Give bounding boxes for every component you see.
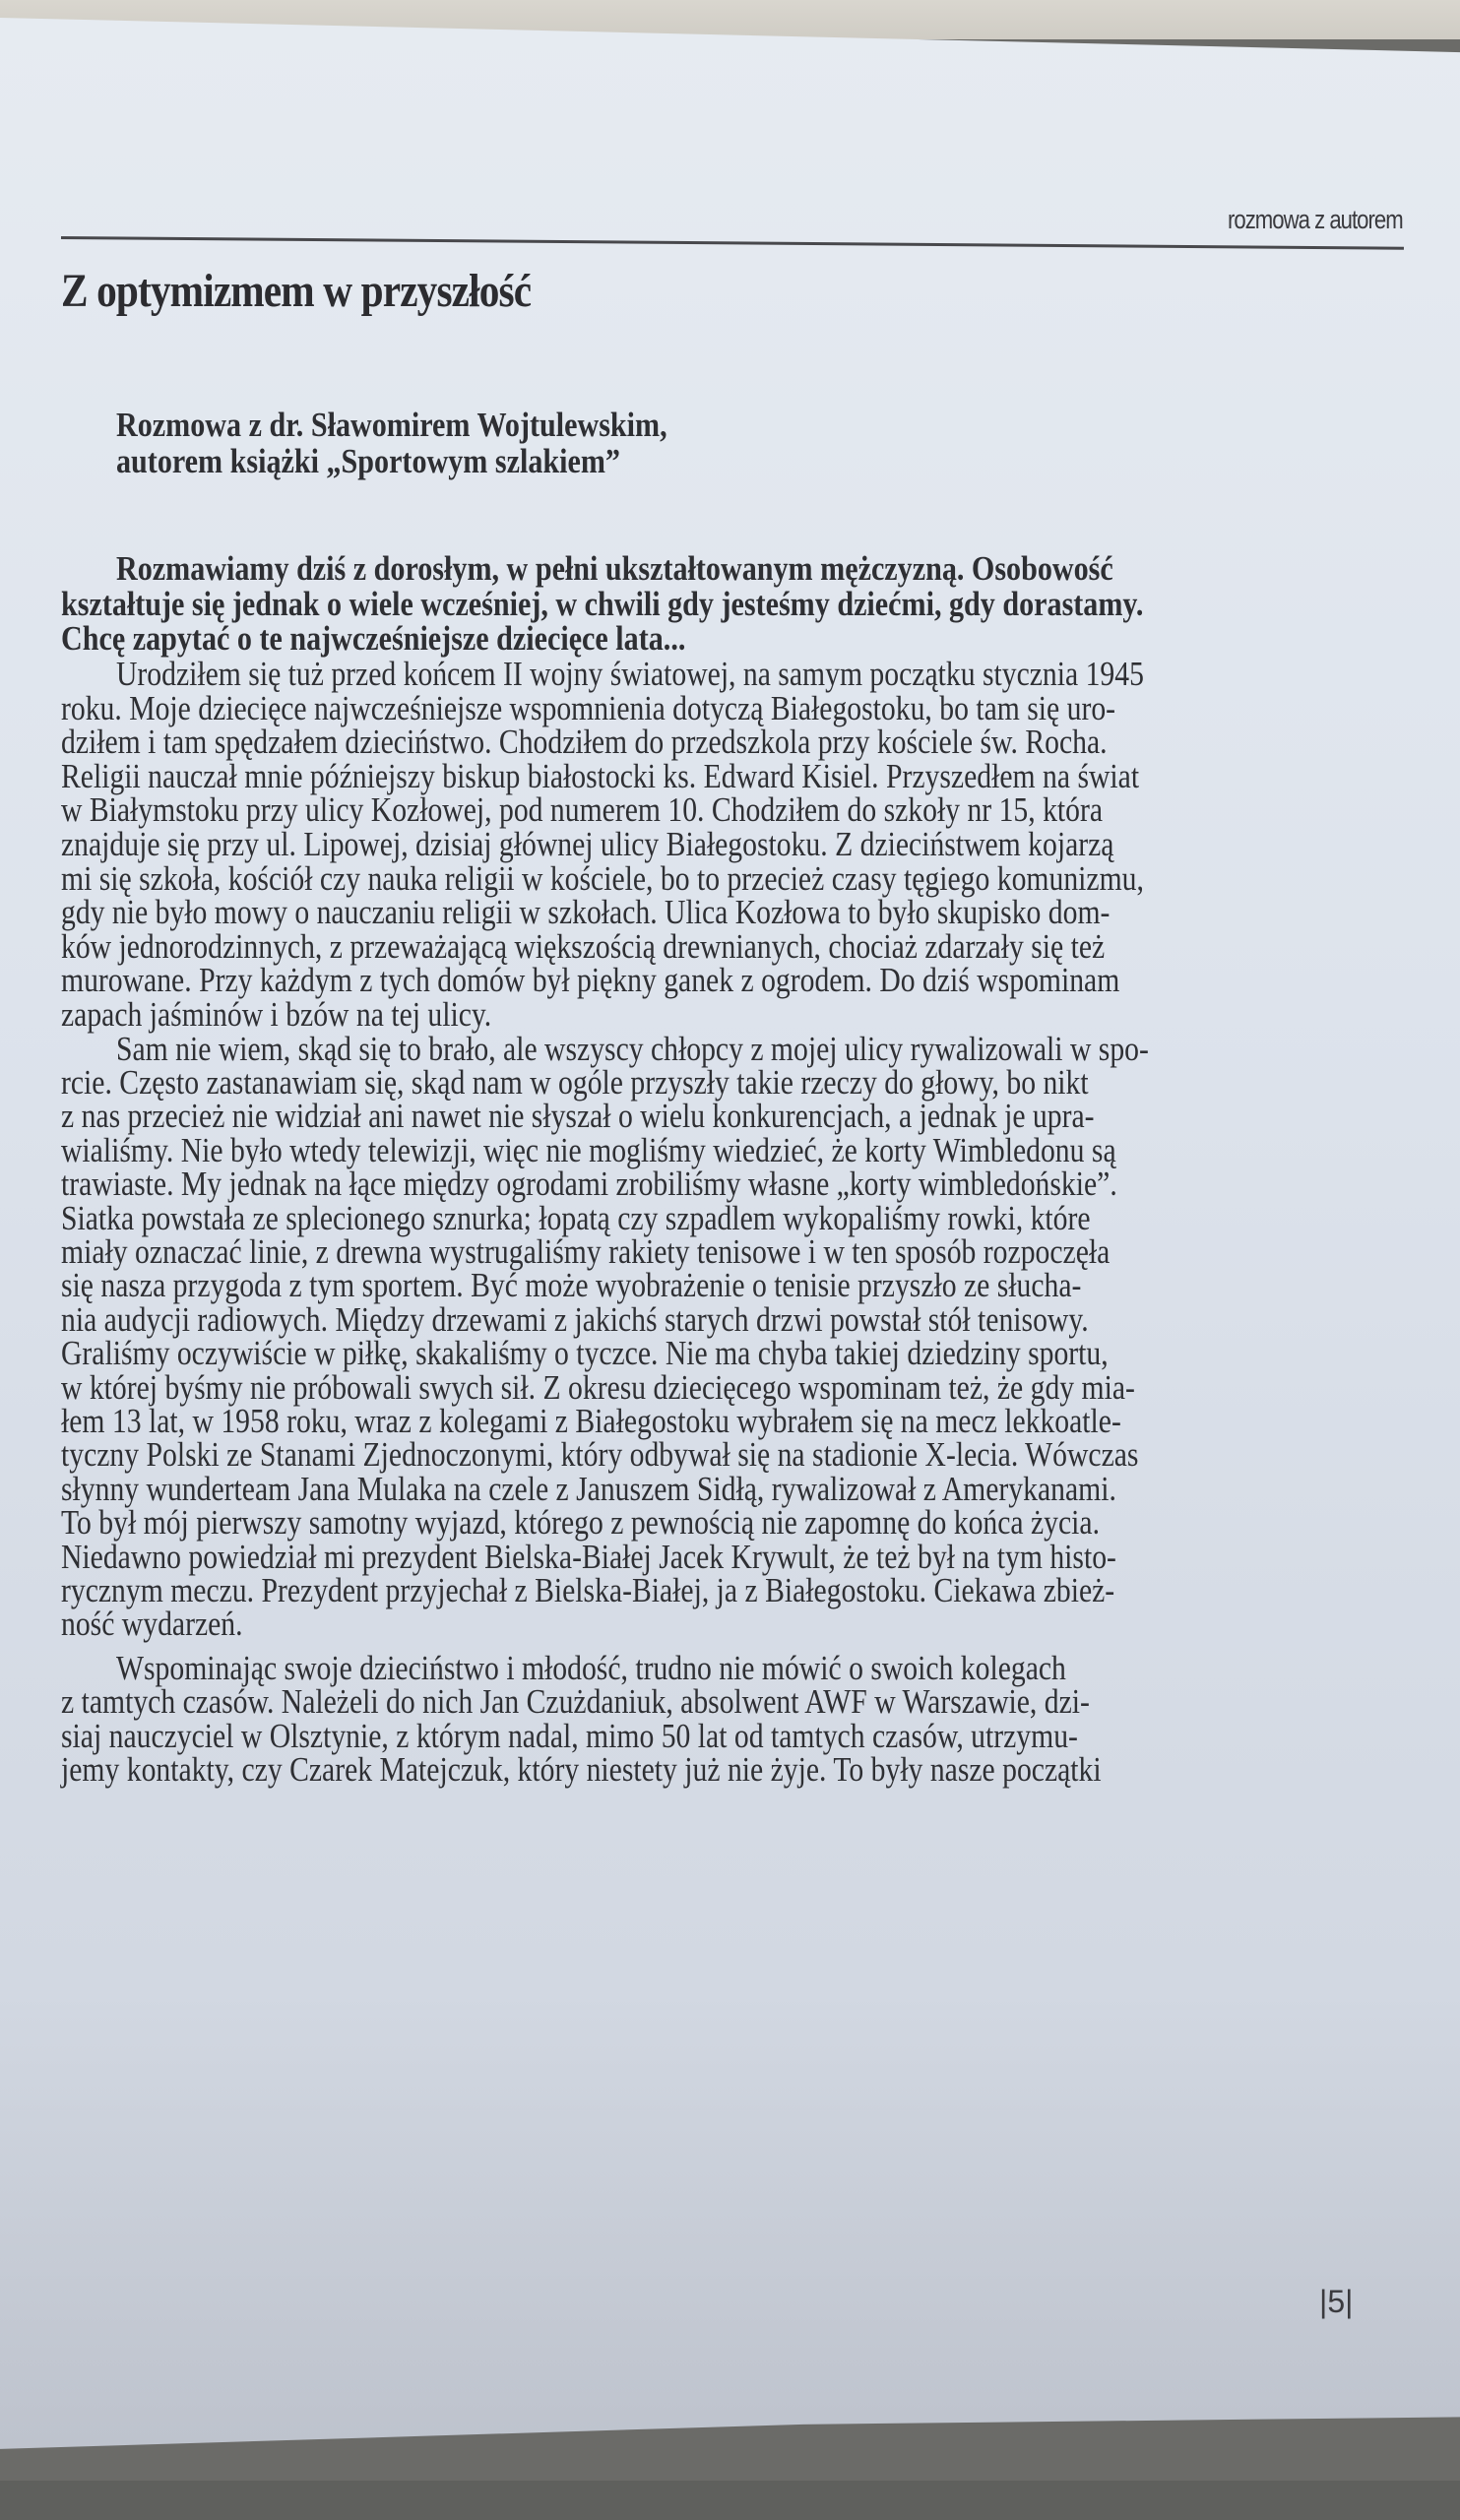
body-line: Religii nauczał mnie późniejszy biskup białostocki ks. Edward Kisiel. Przyszedłem na świat (61, 757, 1140, 795)
body-line: zapach jaśminów i bzów na tej ulicy. (61, 996, 492, 1034)
body-line: z nas przecież nie widział ani nawet nie słyszał o wielu konkurencjach, a jednak je upra- (61, 1098, 1095, 1136)
article-title: Z optymizmem w przyszłość (61, 265, 532, 317)
subtitle-line: autorem książki „Sportowym szlakiem” (116, 442, 620, 480)
body-line: znajduje się przy ul. Lipowej, dzisiaj głównej ulicy Białegostoku. Z dzieciństwem kojarzą (61, 826, 1114, 863)
subtitle-line: Rozmowa z dr. Sławomirem Wojtulewskim, (116, 406, 667, 444)
body-line: słynny wunderteam Jana Mulaka na czele z Januszem Sidłą, rywalizował z Amerykanami. (61, 1470, 1116, 1508)
body-line: w Białymstoku przy ulicy Kozłowej, pod numerem 10. Chodziłem do szkoły nr 15, która (61, 791, 1104, 830)
body-line: Siatka powstała ze splecionego sznurka; łopatą czy szpadlem wykopaliśmy rowki, które (61, 1199, 1091, 1237)
body-line: Niedawno powiedział mi prezydent Bielska-Białej Jacek Krywult, że też był na tym histo- (61, 1538, 1116, 1576)
body-line: rycznym meczu. Prezydent przyjechał z Bielska-Białej, ja z Białegostoku. Ciekawa zbież- (61, 1572, 1115, 1609)
body-line: gdy nie było mowy o nauczaniu religii w szkołach. Ulica Kozłowa to było skupisko dom- (61, 894, 1111, 932)
body-line: murowane. Przy każdym z tych domów był piękny ganek z ogrodem. Do dziś wspominam (61, 962, 1120, 1000)
body-line: roku. Moje dziecięce najwcześniejsze wspomnienia dotyczą Białegostoku, bo tam się uro- (61, 689, 1116, 727)
body-line: dziłem i tam spędzałem dzieciństwo. Chodziłem do przedszkola przy kościele św. Rocha. (61, 724, 1108, 762)
body-line: się nasza przygoda z tym sportem. Być może wyobrażenie o tenisie przyszło ze słucha- (61, 1267, 1082, 1305)
page-number: |5| (1319, 2284, 1354, 2319)
body-line: siaj nauczyciel w Olsztynie, z którym nadal, mimo 50 lat od tamtych czasów, utrzymu- (61, 1717, 1078, 1755)
body-line: nia audycji radiowych. Między drzewami z jakichś starych drzwi powstał stół tenisowy. (61, 1300, 1089, 1339)
body-line: ność wydarzeń. (61, 1606, 243, 1644)
body-line: wialiśmy. Nie było wtedy telewizji, więc nie mogliśmy wiedzieć, że korty Wimbledonu są (61, 1131, 1116, 1169)
body-line: Sam nie wiem, skąd się to brało, ale wszyscy chłopcy z mojej ulicy rywalizowali w spo- (116, 1030, 1149, 1068)
body-line: ków jednorodzinnych, z przeważającą większością drewnianych, chociaż zdarzały się też (61, 927, 1106, 966)
body-line: trawiaste. My jednak na łące między ogrodami zrobiliśmy własne „korty wimbledońskie”. (61, 1166, 1117, 1204)
body-line: jemy kontakty, czy Czarek Matejczuk, który niestety już nie żyje. To były nasze początki (61, 1751, 1102, 1789)
body-line: Graliśmy oczywiście w piłkę, skakaliśmy o tyczce. Nie ma chyba takiej dziedziny sportu, (61, 1335, 1109, 1373)
body-line: miały oznaczać linie, z drewna wystrugaliśmy rakiety tenisowe i w ten sposób rozpoczęła (61, 1233, 1111, 1271)
body-line: To był mój pierwszy samotny wyjazd, którego z pewnością nie zapomnę do końca życia. (61, 1504, 1101, 1543)
question-line: kształtuje się jednak o wiele wcześniej, w chwili gdy jesteśmy dziećmi, gdy dorastamy. (61, 585, 1144, 623)
question-line: Chcę zapytać o te najwcześniejsze dziecięce lata... (61, 619, 686, 658)
body-line: Wspominając swoje dzieciństwo i młodość, trudno nie mówić o swoich kolegach (116, 1649, 1066, 1687)
body-line: Urodziłem się tuż przed końcem II wojny światowej, na samym początku stycznia 1945 (116, 656, 1144, 693)
body-line: z tamtych czasów. Należeli do nich Jan Czużdaniuk, absolwent AWF w Warszawie, dzi- (61, 1683, 1090, 1722)
body-line: rcie. Często zastanawiam się, skąd nam w ogóle przyszły takie rzeczy do głowy, bo nikt (61, 1064, 1089, 1102)
body-line: tyczny Polski ze Stanami Zjednoczonymi, który odbywał się na stadionie X-lecia. Wówczas (61, 1436, 1139, 1475)
body-line: łem 13 lat, w 1958 roku, wraz z kolegami z Białegostoku wybrałem się na mecz lekkoatle- (61, 1403, 1121, 1440)
background-surface-bottom (0, 2481, 1460, 2520)
running-head: rozmowa z autorem (1228, 205, 1403, 234)
body-line: mi się szkoła, kościół czy nauka religii w kościele, bo to przecież czasy tęgiego komunizmu, (61, 859, 1144, 898)
question-line: Rozmawiamy dziś z dorosłym, w pełni ukształtowanym mężczyzną. Osobowość (116, 549, 1113, 588)
body-line: w której byśmy nie próbowali swych sił. Z okresu dziecięcego wspominam też, że gdy mia- (61, 1368, 1135, 1407)
